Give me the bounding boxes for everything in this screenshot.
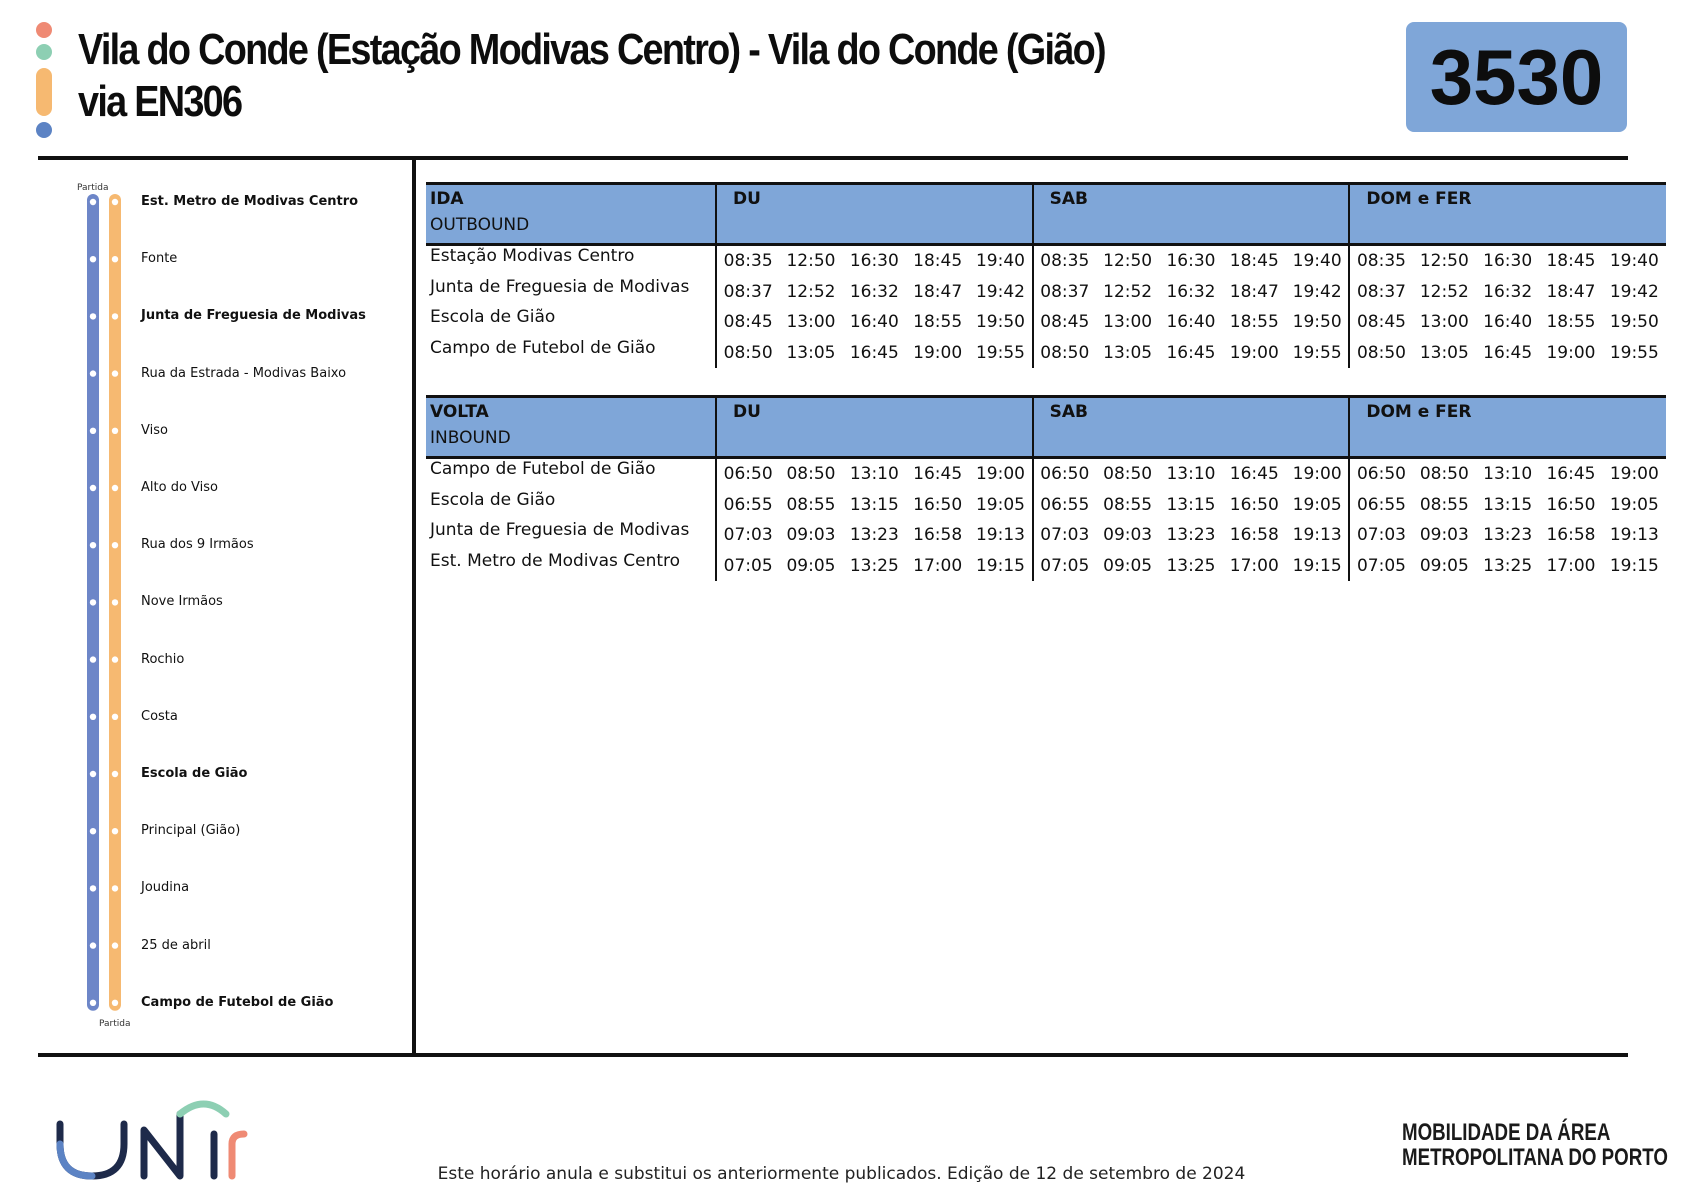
time-cell: 16:40: [1166, 312, 1216, 333]
time-cell: 18:45: [1229, 251, 1279, 272]
route-start-label: Partida: [77, 183, 109, 193]
time-cell: 16:40: [1483, 312, 1533, 333]
time-cell: 13:05: [1103, 342, 1153, 363]
stop-label: Junta de Freguesia de Modivas: [141, 308, 366, 324]
time-cell: 09:05: [1419, 555, 1469, 576]
amp-logo-line-2: METROPOLITANA DO PORTO: [1402, 1144, 1668, 1171]
inbound-header: [426, 397, 716, 458]
time-cell: 07:05: [716, 551, 779, 582]
time-cell: 13:25: [1483, 555, 1533, 576]
time-cell: 16:40: [849, 312, 899, 333]
time-cell: 19:40: [1292, 251, 1342, 272]
time-cell: 19:50: [1292, 312, 1342, 333]
time-cell: 09:03: [786, 525, 836, 546]
time-cell: 16:30: [849, 251, 899, 272]
stop-name-cell: Junta de Freguesia de Modivas: [430, 520, 690, 540]
time-cell: 16:50: [1546, 494, 1596, 515]
time-cell: 08:50: [786, 464, 836, 485]
time-cell: 16:45: [1546, 464, 1596, 485]
brand-dots-icon: [36, 22, 52, 138]
time-cell: 19:00: [1609, 464, 1659, 485]
time-cell: 18:45: [913, 251, 963, 272]
time-cell: 13:25: [1166, 555, 1216, 576]
outbound-title: IDA: [430, 189, 464, 209]
time-cell: 16:45: [1166, 342, 1216, 363]
time-cell: 19:42: [1609, 281, 1659, 302]
inbound-stop-dot: [112, 1000, 118, 1006]
bottom-divider: [38, 1053, 1628, 1057]
time-cell: 19:55: [1609, 342, 1659, 363]
inbound-stop-dot: [112, 199, 118, 205]
time-cell: 19:00: [1292, 464, 1342, 485]
time-cell: 16:45: [1483, 342, 1533, 363]
time-cell: 08:50: [716, 338, 779, 369]
stop-label: Viso: [141, 422, 168, 438]
time-cell: 19:00: [975, 464, 1025, 485]
inbound-subtitle: INBOUND: [430, 428, 511, 448]
outbound-header: [426, 184, 716, 245]
title-line-1: Vila do Conde (Estação Modivas Centro) - Vila do Conde (Gião): [78, 25, 1105, 74]
outbound-stop-dot: [90, 428, 96, 434]
time-cell: 08:37: [716, 277, 779, 308]
line-number-badge: 3530: [1406, 22, 1627, 132]
inbound-stop-dot: [112, 370, 118, 376]
table-row: [426, 458, 1666, 490]
time-cell: 16:50: [1229, 494, 1279, 515]
time-cell: 07:03: [1349, 520, 1412, 551]
inbound-stop-dot: [112, 942, 118, 948]
time-cell: 16:32: [1166, 281, 1216, 302]
time-cell: 13:23: [849, 525, 899, 546]
time-cell: 12:52: [786, 281, 836, 302]
outbound-group-sab: SAB: [1033, 184, 1350, 245]
stop-name-cell: Junta de Freguesia de Modivas: [430, 276, 690, 297]
time-cell: 16:58: [1229, 525, 1279, 546]
time-cell: 08:55: [786, 494, 836, 515]
stop-label: Principal (Gião): [141, 823, 241, 839]
time-cell: 08:35: [1033, 245, 1096, 277]
stop-name-cell: Escola de Gião: [430, 489, 556, 510]
time-cell: 19:05: [1609, 494, 1659, 515]
time-cell: 08:37: [1349, 277, 1412, 308]
time-cell: 09:05: [1103, 555, 1153, 576]
time-cell: 13:00: [1419, 312, 1469, 333]
inbound-stop-dot: [112, 428, 118, 434]
outbound-stop-dot: [90, 942, 96, 948]
time-cell: 12:50: [786, 251, 836, 272]
stop-label: Rua dos 9 Irmãos: [141, 537, 254, 553]
time-cell: 09:05: [786, 555, 836, 576]
time-cell: 19:15: [1292, 555, 1342, 576]
stop-label: Fonte: [141, 251, 178, 267]
time-cell: 13:15: [1166, 494, 1216, 515]
time-cell: 08:50: [1103, 464, 1153, 485]
route-end-label: Partida: [99, 1019, 131, 1029]
time-cell: 19:15: [1609, 555, 1659, 576]
time-cell: 12:52: [1419, 281, 1469, 302]
table-row: [426, 245, 1666, 277]
time-cell: 17:00: [913, 555, 963, 576]
time-cell: 06:50: [1033, 458, 1096, 490]
time-cell: 18:47: [1546, 281, 1596, 302]
outbound-stop-dot: [90, 599, 96, 605]
stop-name-cell: Campo de Futebol de Gião: [430, 337, 656, 358]
time-cell: 06:50: [716, 458, 779, 490]
time-cell: 09:03: [1419, 525, 1469, 546]
time-cell: 08:45: [1033, 307, 1096, 338]
outbound-subtitle: OUTBOUND: [430, 215, 530, 235]
time-cell: 13:10: [1166, 464, 1216, 485]
time-cell: 08:55: [1419, 494, 1469, 515]
time-cell: 19:50: [975, 312, 1025, 333]
time-cell: 17:00: [1546, 555, 1596, 576]
time-cell: 18:47: [1229, 281, 1279, 302]
top-divider: [38, 156, 1628, 160]
inbound-group-dom: DOM e FER: [1349, 397, 1666, 458]
time-cell: 07:03: [716, 520, 779, 551]
inbound-stop-dot: [112, 542, 118, 548]
stop-label: Est. Metro de Modivas Centro: [141, 194, 359, 209]
outbound-stop-dot: [90, 771, 96, 777]
stop-name-cell: Est. Metro de Modivas Centro: [430, 550, 681, 571]
time-cell: 06:55: [716, 490, 779, 521]
time-cell: 19:13: [975, 525, 1025, 546]
time-cell: 13:15: [849, 494, 899, 515]
time-cell: 16:58: [1546, 525, 1596, 546]
outbound-stop-dot: [90, 199, 96, 205]
time-cell: 08:50: [1349, 338, 1412, 369]
time-cell: 16:45: [1229, 464, 1279, 485]
time-cell: 08:50: [1419, 464, 1469, 485]
inbound-title: VOLTA: [430, 402, 489, 422]
outbound-stop-dot: [90, 313, 96, 319]
time-cell: 19:50: [1609, 312, 1659, 333]
inbound-stop-dot: [112, 714, 118, 720]
time-cell: 13:00: [1103, 312, 1153, 333]
time-cell: 19:42: [975, 281, 1025, 302]
stop-label: Nove Irmãos: [141, 594, 223, 610]
time-cell: 18:45: [1546, 251, 1596, 272]
time-cell: 19:55: [1292, 342, 1342, 363]
inbound-stop-dot: [112, 599, 118, 605]
time-cell: 13:05: [786, 342, 836, 363]
time-cell: 06:55: [1349, 490, 1412, 521]
time-cell: 12:50: [1103, 251, 1153, 272]
stop-name-cell: Estação Modivas Centro: [430, 246, 635, 266]
stop-label: Rochio: [141, 651, 185, 667]
outbound-stop-dot: [90, 656, 96, 662]
time-cell: 08:45: [716, 307, 779, 338]
time-cell: 16:32: [849, 281, 899, 302]
page-title: [78, 24, 1105, 128]
time-cell: 18:55: [1229, 312, 1279, 333]
time-cell: 13:00: [786, 312, 836, 333]
time-cell: 08:37: [1033, 277, 1096, 308]
outbound-stop-dot: [90, 885, 96, 891]
footer-note: Este horário anula e substitui os anteriormente publicados. Edição de 12 de setembro de 2024: [437, 1164, 1246, 1184]
inbound-stop-dot: [112, 828, 118, 834]
table-row: [426, 277, 1666, 308]
time-cell: 13:15: [1483, 494, 1533, 515]
time-cell: 13:10: [1483, 464, 1533, 485]
time-cell: 19:05: [1292, 494, 1342, 515]
table-row: [426, 307, 1666, 338]
time-cell: 19:55: [975, 342, 1025, 363]
inbound-stop-dot: [112, 885, 118, 891]
inbound-stop-dot: [112, 256, 118, 262]
time-cell: 17:00: [1229, 555, 1279, 576]
outbound-stop-dot: [90, 1000, 96, 1006]
time-cell: 12:52: [1103, 281, 1153, 302]
inbound-group-du: DU: [716, 397, 1033, 458]
time-cell: 16:50: [913, 494, 963, 515]
time-cell: 19:15: [975, 555, 1025, 576]
table-row: [426, 551, 1666, 582]
outbound-stop-dot: [90, 542, 96, 548]
time-cell: 08:35: [716, 245, 779, 277]
route-diagram: [60, 180, 130, 1020]
time-cell: 08:55: [1103, 494, 1153, 515]
outbound-stop-dot: [90, 714, 96, 720]
time-cell: 19:00: [913, 342, 963, 363]
time-cell: 08:35: [1349, 245, 1412, 277]
time-cell: 18:47: [913, 281, 963, 302]
time-cell: 06:55: [1033, 490, 1096, 521]
time-cell: 07:03: [1033, 520, 1096, 551]
time-cell: 13:23: [1166, 525, 1216, 546]
stop-name-cell: Escola de Gião: [430, 307, 556, 327]
outbound-stop-dot: [90, 828, 96, 834]
time-cell: 19:40: [1609, 251, 1659, 272]
stop-label: Joudina: [141, 880, 190, 896]
inbound-stop-dot: [112, 656, 118, 662]
time-cell: 13:10: [849, 464, 899, 485]
time-cell: 19:13: [1292, 525, 1342, 546]
inbound-group-sab: SAB: [1033, 397, 1350, 458]
time-cell: 07:05: [1033, 551, 1096, 582]
inbound-stop-dot: [112, 771, 118, 777]
amp-logo-line-1: MOBILIDADE DA ÁREA: [1402, 1119, 1611, 1146]
table-row: [426, 338, 1666, 369]
time-cell: 19:40: [975, 251, 1025, 272]
inbound-timetable: [426, 395, 1666, 581]
outbound-stop-dot: [90, 485, 96, 491]
stop-label: 25 de abril: [141, 937, 211, 953]
time-cell: 07:05: [1349, 551, 1412, 582]
time-cell: 18:55: [1546, 312, 1596, 333]
time-cell: 16:30: [1166, 251, 1216, 272]
table-row: [426, 520, 1666, 551]
time-cell: 19:00: [1229, 342, 1279, 363]
amp-logo: [1402, 1120, 1668, 1170]
table-row: [426, 490, 1666, 521]
inbound-stop-dot: [112, 485, 118, 491]
time-cell: 09:03: [1103, 525, 1153, 546]
time-cell: 13:25: [849, 555, 899, 576]
stop-label: Alto do Viso: [141, 480, 218, 495]
time-cell: 16:32: [1483, 281, 1533, 302]
vertical-divider: [412, 158, 416, 1055]
outbound-stop-dot: [90, 370, 96, 376]
time-cell: 08:45: [1349, 307, 1412, 338]
stop-label: Costa: [141, 708, 178, 724]
time-cell: 19:42: [1292, 281, 1342, 302]
outbound-group-dom: DOM e FER: [1349, 184, 1666, 245]
time-cell: 19:00: [1546, 342, 1596, 363]
time-cell: 16:45: [913, 464, 963, 485]
outbound-group-du: DU: [716, 184, 1033, 245]
outbound-stop-dot: [90, 256, 96, 262]
stop-name-cell: Campo de Futebol de Gião: [430, 459, 656, 479]
title-line-2: via EN306: [78, 77, 242, 126]
time-cell: 16:58: [913, 525, 963, 546]
stop-label: Campo de Futebol de Gião: [141, 994, 334, 1010]
time-cell: 16:30: [1483, 251, 1533, 272]
stop-label: Rua da Estrada - Modivas Baixo: [141, 365, 347, 381]
outbound-timetable: [426, 182, 1666, 368]
inbound-stop-dot: [112, 313, 118, 319]
time-cell: 12:50: [1419, 251, 1469, 272]
time-cell: 13:05: [1419, 342, 1469, 363]
time-cell: 08:50: [1033, 338, 1096, 369]
time-cell: 19:13: [1609, 525, 1659, 546]
stop-label: Escola de Gião: [141, 766, 248, 781]
time-cell: 19:05: [975, 494, 1025, 515]
time-cell: 13:23: [1483, 525, 1533, 546]
time-cell: 18:55: [913, 312, 963, 333]
time-cell: 06:50: [1349, 458, 1412, 490]
time-cell: 16:45: [849, 342, 899, 363]
